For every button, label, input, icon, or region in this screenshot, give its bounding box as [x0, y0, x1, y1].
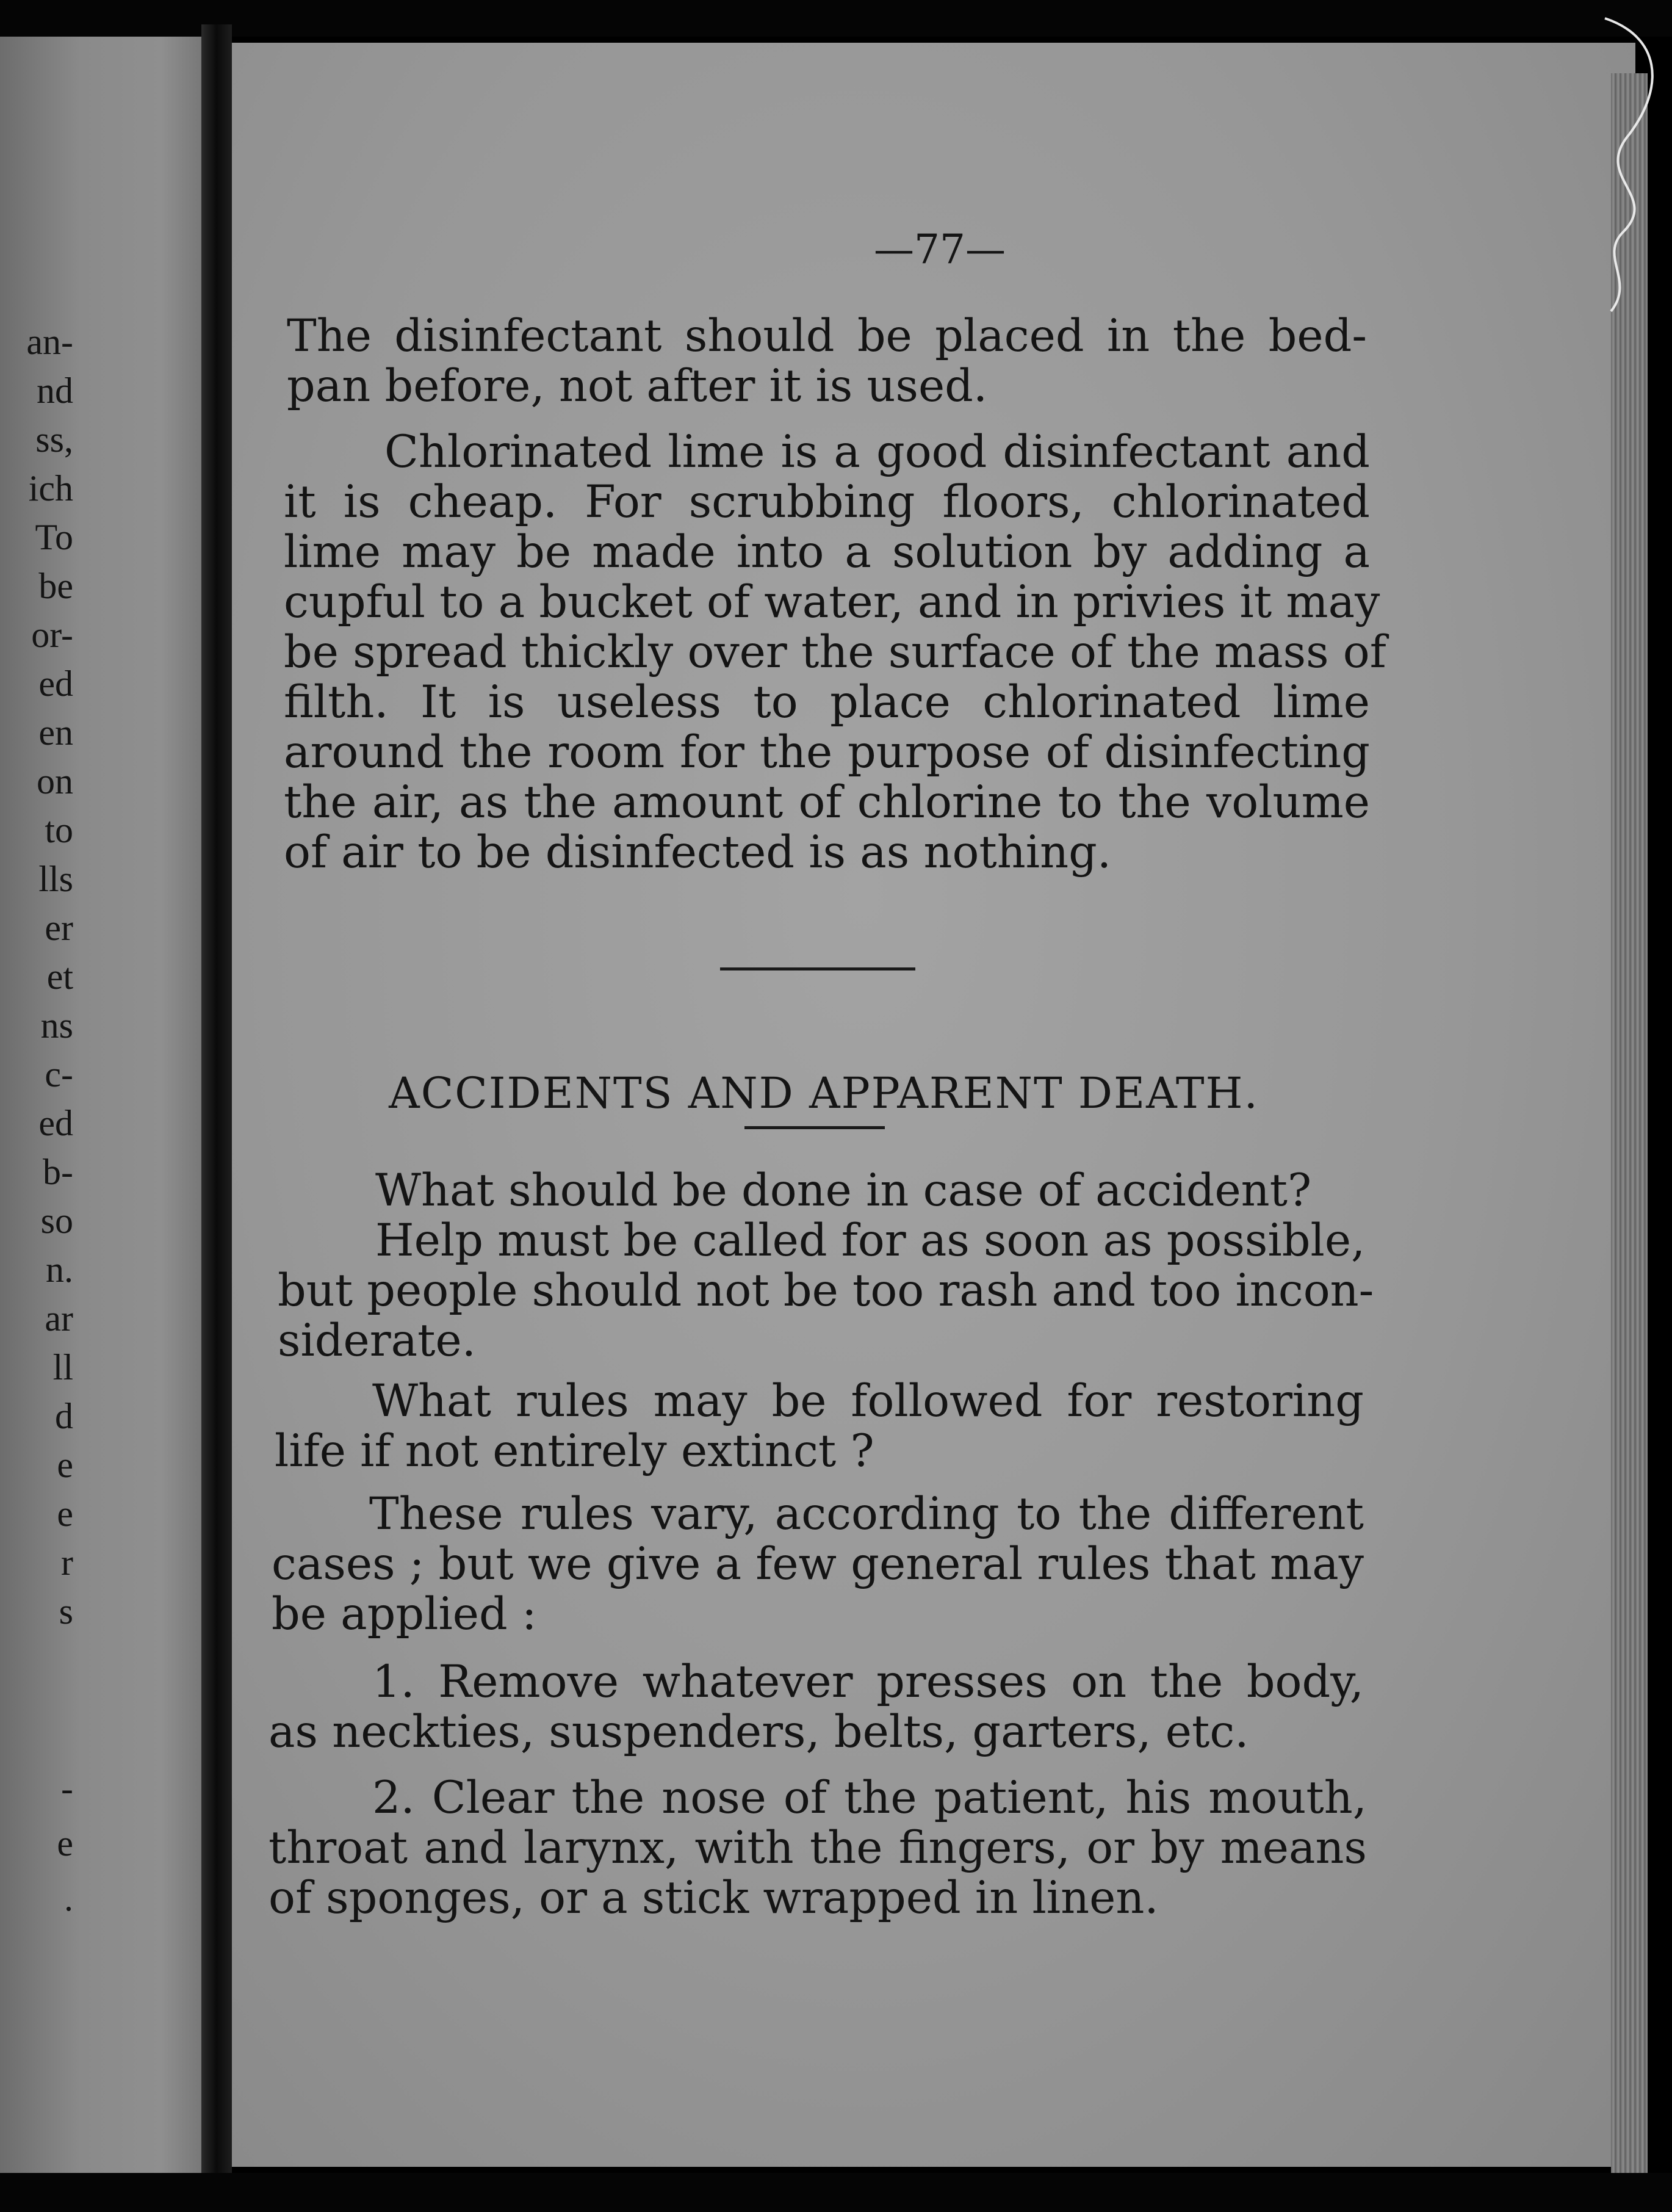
- left-page-fragment: ich: [28, 468, 73, 508]
- scan-border-bottom: [0, 2173, 1672, 2212]
- section-divider: [720, 967, 915, 970]
- text-line: be applied :: [272, 1588, 537, 1640]
- scan-border-top: [0, 0, 1672, 37]
- thread-mark: [1513, 12, 1660, 317]
- left-page-fragment: ll: [52, 1347, 73, 1387]
- left-page-fragment: r: [61, 1542, 73, 1583]
- left-page-fragment: -: [61, 1768, 73, 1809]
- text-line: Help must be called for as soon as possible,: [375, 1215, 1366, 1267]
- text-line: pan before, not after it is used.: [287, 360, 988, 412]
- text-line: around the room for the purpose of disinfecting: [284, 726, 1370, 778]
- paragraph-chlorinated-lime: [284, 426, 1386, 878]
- left-page-fragment: be: [38, 566, 73, 606]
- heading-underline: [744, 1126, 885, 1129]
- text-line: filth. It is useless to place chlorinated lime: [284, 676, 1370, 728]
- left-page-fragment: ns: [40, 1005, 73, 1046]
- text-line: Chlorinated lime is a good disinfectant and: [384, 426, 1370, 478]
- text-line: be spread thickly over the surface of the mass of: [284, 626, 1386, 678]
- text-line: The disinfectant should be placed in the bed-: [287, 310, 1367, 362]
- left-page-fragment: e: [57, 1494, 73, 1534]
- left-page-fragment: c-: [45, 1054, 73, 1094]
- answer-rules: [272, 1489, 1364, 1639]
- left-page-fragment: en: [38, 712, 73, 753]
- text-line: but people should not be too rash and too incon-: [278, 1265, 1374, 1317]
- text-line: What rules may be followed for restoring: [372, 1375, 1364, 1427]
- left-page-fragment: or-: [31, 615, 73, 655]
- question-accident: [278, 1166, 1364, 1216]
- left-page-fragment: to: [45, 810, 73, 850]
- left-page-fragment: e: [57, 1445, 73, 1485]
- section-heading: ACCIDENTS AND APPARENT DEATH.: [389, 1068, 1259, 1118]
- book-spine-shadow: [201, 24, 232, 2185]
- left-page-fragment: an-: [26, 322, 73, 362]
- left-page-fragment: s: [59, 1591, 73, 1632]
- left-page: [0, 37, 201, 2173]
- text-line: it is cheap. For scrubbing floors, chlorinated: [284, 476, 1370, 528]
- page-number: —77—: [874, 226, 1006, 273]
- right-page: [232, 43, 1635, 2167]
- text-line: What should be done in case of accident?: [375, 1165, 1312, 1216]
- left-page-fragment: so: [40, 1201, 73, 1241]
- left-page-fragment: b-: [43, 1152, 73, 1192]
- text-line: cupful to a bucket of water, and in privies it may: [284, 576, 1380, 628]
- question-restoring-life: [275, 1376, 1364, 1476]
- rule-two: [268, 1773, 1367, 1923]
- left-page-fragment: n.: [46, 1249, 73, 1290]
- text-line: siderate.: [278, 1315, 476, 1367]
- left-page-fragment: ar: [45, 1298, 73, 1339]
- text-line: 2. Clear the nose of the patient, his mouth,: [372, 1772, 1367, 1824]
- paragraph-disinfectant-bedpan: [287, 311, 1367, 411]
- text-line: of sponges, or a stick wrapped in linen.: [268, 1872, 1159, 1924]
- text-line: the air, as the amount of chlorine to the volume: [284, 776, 1370, 828]
- text-line: cases ; but we give a few general rules that may: [272, 1538, 1364, 1590]
- left-page-fragment: er: [45, 908, 73, 948]
- left-page-fragment: lls: [38, 859, 73, 899]
- left-page-fragment: To: [35, 517, 73, 557]
- rule-one: [268, 1657, 1364, 1757]
- text-line: throat and larynx, with the fingers, or by means: [268, 1822, 1367, 1874]
- page-edges: [1611, 73, 1648, 2173]
- left-page-fragment: ed: [38, 663, 73, 704]
- left-page-fragment: ss,: [35, 419, 73, 460]
- left-page-fragment: et: [46, 956, 73, 997]
- text-line: lime may be made into a solution by adding a: [284, 526, 1370, 578]
- text-line: as neckties, suspenders, belts, garters, etc.: [268, 1706, 1249, 1758]
- text-line: These rules vary, according to the different: [369, 1488, 1364, 1540]
- answer-accident: [278, 1215, 1374, 1367]
- left-page-fragment: nd: [37, 370, 73, 411]
- left-page-fragment: e: [57, 1823, 73, 1863]
- text-line: 1. Remove whatever presses on the body,: [372, 1656, 1364, 1708]
- left-page-fragment: d: [55, 1396, 73, 1436]
- left-page-fragment: on: [37, 761, 73, 801]
- left-page-fragment: ed: [38, 1103, 73, 1143]
- text-line: life if not entirely extinct ?: [275, 1425, 874, 1477]
- text-line: of air to be disinfected is as nothing.: [284, 826, 1112, 878]
- left-page-fragment: .: [64, 1878, 73, 1918]
